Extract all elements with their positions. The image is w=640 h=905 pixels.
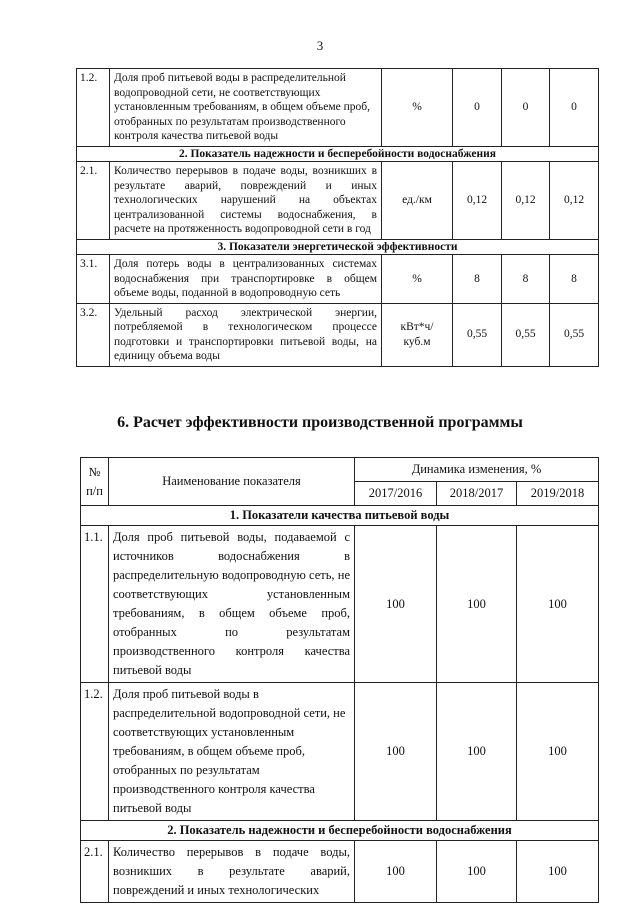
unit-cell: % [382, 69, 453, 147]
row-number: 1.2. [77, 69, 110, 147]
value-cell: 8 [453, 255, 502, 304]
value-cell: 0 [550, 69, 599, 147]
table-row [77, 69, 599, 147]
number-sign: № [88, 464, 101, 479]
value-cell: 100 [437, 526, 517, 683]
indicator-name: Доля проб питьевой воды в распределительной водопроводной сети, не соответствующих установленным требованиям, в общем объеме проб, отобранных по результатам производственного контроля качества питьевой воды [110, 69, 382, 147]
section-row [81, 821, 599, 841]
column-header-number [81, 458, 109, 506]
section-row [77, 239, 599, 255]
value-cell: 0,55 [550, 303, 599, 366]
unit-cell: кВт*ч/ куб.м [382, 303, 453, 366]
indicator-name: Количество перерывов в подаче воды, возникших в результате аварий, повреждений и иных технологических [109, 841, 355, 903]
indicator-name: Доля проб питьевой воды в распределительной водопроводной сети, не соответствующих установленным требованиям, в общем объеме проб, отобранных по результатам производственного контроля качества питьевой воды [109, 683, 355, 821]
column-header-name: Наименование показателя [109, 458, 355, 506]
table-row [77, 162, 599, 240]
value-cell: 0,55 [453, 303, 502, 366]
section-heading: 3. Показатели энергетической эффективности [77, 239, 599, 255]
section-row [81, 506, 599, 526]
page-number: 3 [316, 38, 324, 53]
row-number: 1.1. [81, 526, 109, 683]
indicator-name: Удельный расход электрической энергии, потребляемой в технологическом процессе подготовки и транспортировки питьевой воды, на единицу объема воды [110, 303, 382, 366]
value-cell: 100 [517, 526, 599, 683]
table-row [81, 841, 599, 903]
value-cell: 100 [517, 841, 599, 903]
section-heading: 2. Показатель надежности и бесперебойности водоснабжения [81, 821, 599, 841]
column-header-dynamics: Динамика изменения, % [355, 458, 599, 482]
value-cell: 100 [437, 841, 517, 903]
value-cell: 0 [502, 69, 550, 147]
value-cell: 100 [355, 526, 437, 683]
column-header-year: 2019/2018 [517, 482, 599, 506]
indicator-name: Доля потерь воды в централизованных системах водоснабжения при транспортировке в общем объеме воды, поданной в водопроводную сеть [110, 255, 382, 304]
row-number: 2.1. [81, 841, 109, 903]
value-cell: 0,12 [502, 162, 550, 240]
table-row [81, 526, 599, 683]
value-cell: 100 [437, 683, 517, 821]
value-cell: 100 [355, 683, 437, 821]
row-number: 3.1. [77, 255, 110, 304]
value-cell: 0,55 [502, 303, 550, 366]
table-row [77, 303, 599, 366]
row-number: 3.2. [77, 303, 110, 366]
section-heading: 1. Показатели качества питьевой воды [81, 506, 599, 526]
column-header-year: 2018/2017 [437, 482, 517, 506]
indicator-name: Количество перерывов в подаче воды, возникших в результате аварий, повреждений и иных технологических нарушений на объектах централизованной системы водоснабжения, в расчете на протяженность водопроводной сети в год [110, 162, 382, 240]
number-abbrev: п/п [86, 483, 103, 498]
efficiency-table [80, 457, 599, 903]
section-heading: 2. Показатель надежности и бесперебойности водоснабжения [77, 146, 599, 162]
table-row [77, 255, 599, 304]
section-row [77, 146, 599, 162]
value-cell: 0,12 [453, 162, 502, 240]
value-cell: 0,12 [550, 162, 599, 240]
value-cell: 100 [517, 683, 599, 821]
indicator-name: Доля проб питьевой воды, подаваемой с источников водоснабжения в распределительную водопроводную сеть, не соответствующих установленным требованиям, в общем объеме проб, отобранных по результатам производственного контроля качества питьевой воды [109, 526, 355, 683]
row-number: 1.2. [81, 683, 109, 821]
column-header-year: 2017/2016 [355, 482, 437, 506]
unit-cell: ед./км [382, 162, 453, 240]
indicators-table [76, 68, 599, 367]
section-title: 6. Расчет эффективности производственной программы [117, 414, 523, 431]
header-row [81, 458, 599, 482]
value-cell: 8 [550, 255, 599, 304]
value-cell: 0 [453, 69, 502, 147]
value-cell: 100 [355, 841, 437, 903]
table-row [81, 683, 599, 821]
value-cell: 8 [502, 255, 550, 304]
unit-cell: % [382, 255, 453, 304]
row-number: 2.1. [77, 162, 110, 240]
